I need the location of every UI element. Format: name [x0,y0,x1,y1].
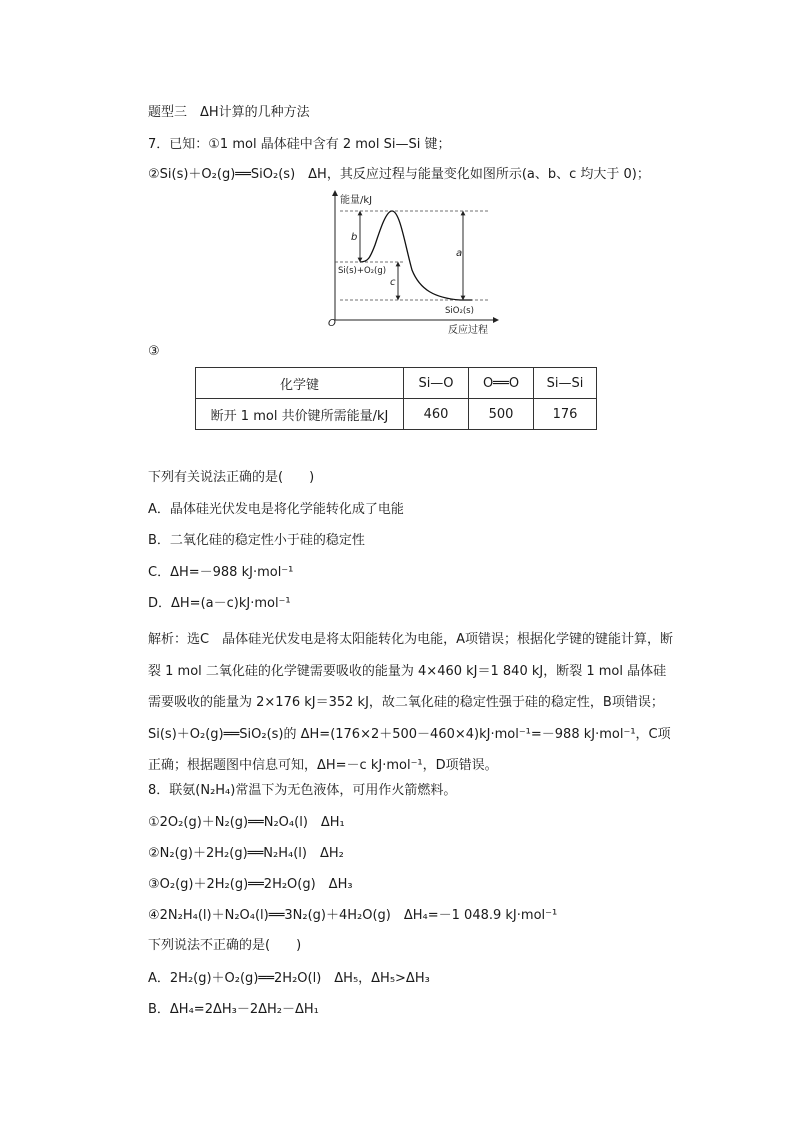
q7-option-b: B．二氧化硅的稳定性小于硅的稳定性 [148,533,365,548]
table-header-row [196,368,597,399]
reactant-label: Si(s)+O₂(g) [338,266,387,276]
q7-explanation: 解析：选C 晶体硅光伏发电是将太阳能转化为电能，A项错误；根据化学键的键能计算，断裂 1 mol 二氧化硅的化学键需要吸收的能量为 4×460 kJ＝1 840 kJ，断裂 1 mol 晶体硅需要吸收的能量为 2×176 kJ＝352 kJ，故二氧化硅的稳定性强于硅的稳定性，B项错误；Si(s)＋O₂(g)══SiO₂(s)的 ΔH=(176×2＋500－460×4)kJ·mol⁻¹=－988 kJ·mol⁻¹，C项正确；根据题图中信息可知，ΔH=－c kJ·mol⁻¹，D项错误。 [148,632,673,773]
origin-label: O [328,318,336,329]
q8-equation-1: ①2O₂(g)＋N₂(g)══N₂O₄(l) ΔH₁ [148,815,345,830]
table-header-cell: Si—O [404,368,469,399]
bond-energy-table [195,367,597,430]
table-row [196,399,597,430]
q7-question: 下列有关说法正确的是( ) [148,470,315,485]
q8-equation-4: ④2N₂H₄(l)＋N₂O₄(l)══3N₂(g)＋4H₂O(g) ΔH₄=－1 048.9 kJ·mol⁻¹ [148,908,558,923]
table-cell: 460 [404,399,469,430]
q7-option-c: C．ΔH=－988 kJ·mol⁻¹ [148,565,294,580]
q7-given-2: ②Si(s)＋O₂(g)══SiO₂(s) ΔH，其反应过程与能量变化如图所示(a、b、c 均大于 0)； [148,167,650,182]
table-header-cell: 化学键 [196,368,404,399]
q8-question: 下列说法不正确的是( ) [148,938,302,953]
table-cell: 500 [469,399,534,430]
q7-given-1: 7．已知：①1 mol 晶体硅中含有 2 mol Si—Si 键； [148,137,451,152]
y-axis-label: 能量/kJ [340,195,373,206]
label-b: b [351,232,358,243]
q8-option-a: A．2H₂(g)＋O₂(g)══2H₂O(l) ΔH₅，ΔH₅>ΔH₃ [148,971,430,986]
section-title: 题型三 ΔH计算的几种方法 [148,105,310,120]
q8-equation-3: ③O₂(g)＋2H₂(g)══2H₂O(g) ΔH₃ [148,877,353,892]
q8-equation-2: ②N₂(g)＋2H₂(g)══N₂H₄(l) ΔH₂ [148,846,344,861]
q8-intro: 8．联氨(N₂H₄)常温下为无色液体，可用作火箭燃料。 [148,783,457,798]
q7-option-a: A．晶体硅光伏发电是将化学能转化成了电能 [148,502,404,517]
q8-option-b: B．ΔH₄=2ΔH₃－2ΔH₂－ΔH₁ [148,1002,319,1017]
label-c: c [390,277,396,288]
q7-marker-3: ③ [148,344,160,359]
label-a: a [456,248,463,259]
q7-option-d: D．ΔH=(a－c)kJ·mol⁻¹ [148,596,291,611]
energy-diagram [320,190,500,335]
product-label: SiO₂(s) [445,306,474,316]
table-header-cell: Si—Si [534,368,597,399]
x-axis-label: 反应过程 [448,325,488,335]
table-header-cell: O══O [469,368,534,399]
table-cell: 176 [534,399,597,430]
table-cell: 断开 1 mol 共价键所需能量/kJ [196,399,404,430]
